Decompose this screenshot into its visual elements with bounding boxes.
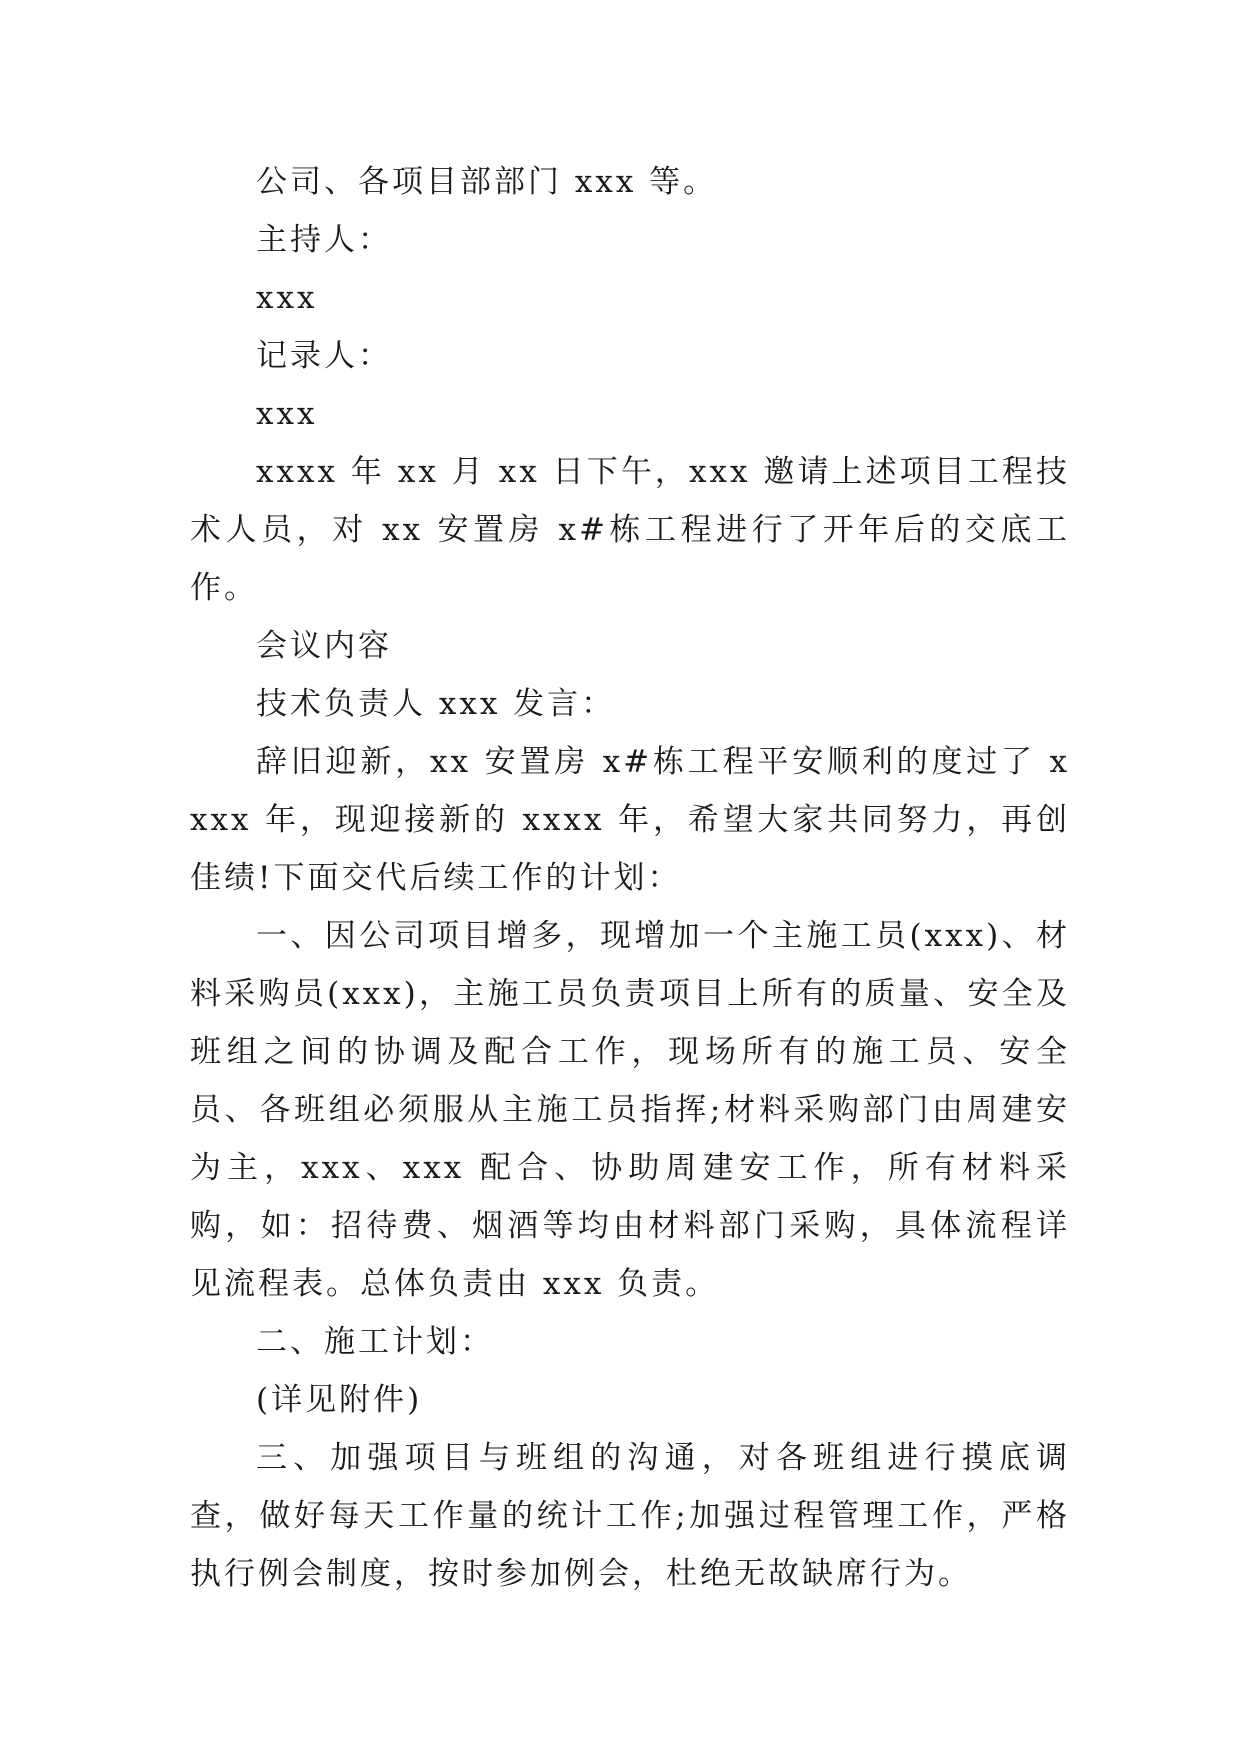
- paragraph-host-name: xxx: [256, 280, 318, 316]
- paragraph-speaker: 技术负责人 xxx 发言：: [256, 686, 616, 722]
- paragraph-item-two: 二、施工计划：: [256, 1324, 494, 1360]
- paragraph-section-heading: 会议内容: [256, 628, 392, 664]
- paragraph-attachment-note: (详见附件): [256, 1382, 423, 1418]
- paragraph-attendees: 公司、各项目部部门 xxx 等。: [256, 164, 718, 200]
- paragraph-opening-remarks: 辞旧迎新，xx 安置房 x#栋工程平安顺利的度过了 xxxx 年，现迎接新的 xxxx 年，希望大家共同努力，再创佳绩!下面交代后续工作的计划：: [190, 744, 1070, 896]
- paragraph-host-label: 主持人：: [256, 222, 392, 258]
- paragraph-item-three: 三、加强项目与班组的沟通，对各班组进行摸底调查，做好每天工作量的统计工作;加强过程管理工作，严格执行例会制度，按时参加例会，杜绝无故缺席行为。: [190, 1440, 1070, 1592]
- paragraph-recorder-label: 记录人：: [256, 338, 392, 374]
- document-body: [190, 153, 1070, 1603]
- paragraph-recorder-name: xxx: [256, 396, 318, 432]
- paragraph-meeting-intro: xxxx 年 xx 月 xx 日下午，xxx 邀请上述项目工程技术人员，对 xx 安置房 x#栋工程进行了开年后的交底工作。: [190, 454, 1070, 606]
- paragraph-item-one: 一、因公司项目增多，现增加一个主施工员(xxx)、材料采购员(xxx)，主施工员负责项目上所有的质量、安全及班组之间的协调及配合工作，现场所有的施工员、安全员、各班组必须服从主施工员指挥;材料采购部门由周建安为主，xxx、xxx 配合、协助周建安工作，所有材料采购，如：招待费、烟酒等均由材料部门采购，具体流程详见流程表。总体负责由 xxx 负责。: [190, 918, 1070, 1302]
